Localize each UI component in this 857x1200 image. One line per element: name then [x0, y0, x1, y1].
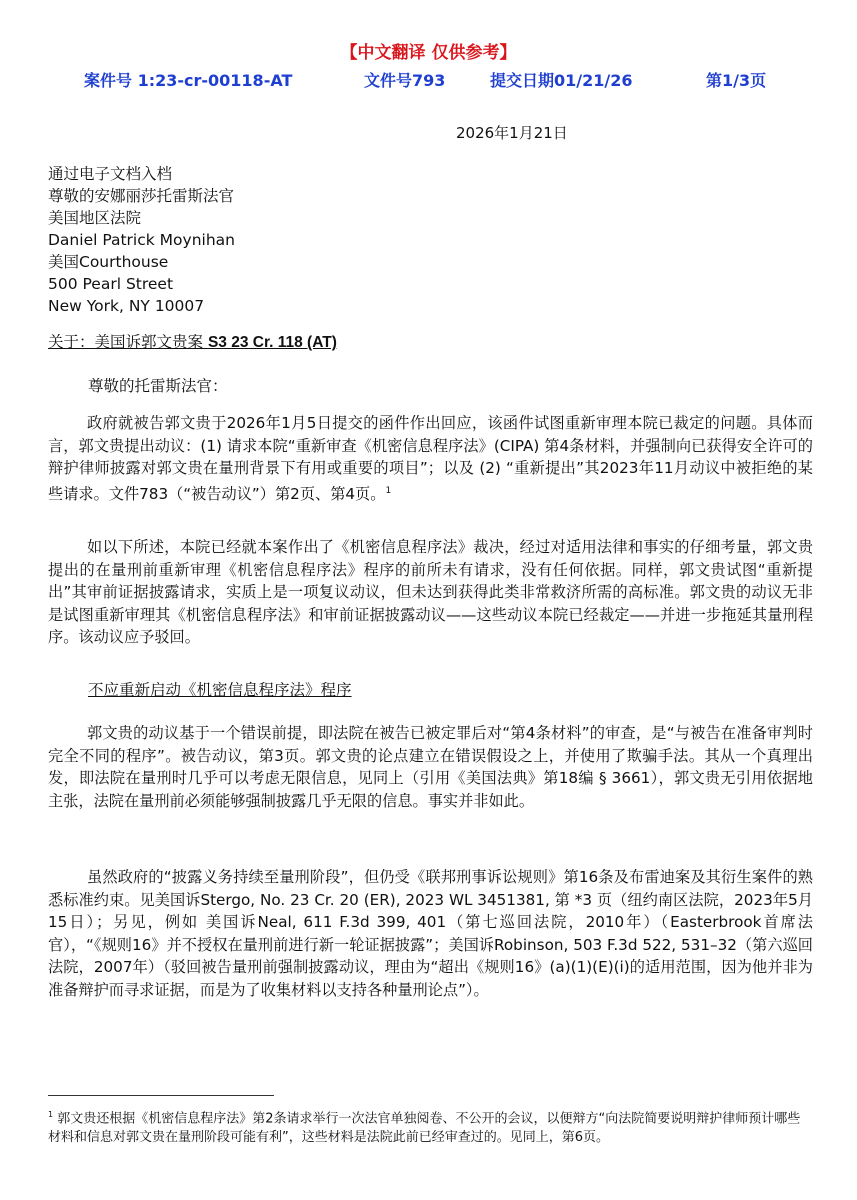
footnote-ref: 1 [385, 485, 392, 496]
salutation: 尊敬的托雷斯法官： [88, 377, 228, 395]
case-number: 案件号 1:23-cr-00118-AT [84, 71, 293, 90]
address-line: 500 Pearl Street [48, 275, 174, 293]
re-prefix: 关于：美国诉郭文贵案 [48, 333, 208, 351]
footnote [48, 1105, 808, 1147]
document-number: 文件号793 [364, 71, 446, 90]
address-line: Daniel Patrick Moynihan [48, 231, 235, 249]
paragraph-3: 郭文贵的动议基于一个错误前提，即法院在被告已被定罪后对“第4条材料”的审查，是“与被告在准备审判时完全不同的程序”。被告动议，第3页。郭文贵的论点建立在错误假设之上，并使用了欺骗手法。其从一个真理出发，即法院在量刑时几乎可以考虑无限信息，见同上（引用《美国法典》第18编 § 3661），郭文贵无引用依据地主张，法院在量刑前必须能够强制披露几乎无限的信息。事实并非如此。 [48, 724, 813, 810]
address-block [48, 163, 235, 317]
filed-date: 提交日期01/21/26 [490, 71, 633, 90]
address-line: 尊敬的安娜丽莎托雷斯法官 [48, 187, 235, 205]
re-line [48, 330, 337, 352]
paragraph-2: 如以下所述，本院已经就本案作出了《机密信息程序法》裁决，经过对适用法律和事实的仔细考量，郭文贵提出的在量刑前重新审理《机密信息程序法》程序的前所未有请求，没有任何依据。同样，郭文贵试图“重新提出”其审前证据披露请求，实质上是一项复议动议，但未达到获得此类非常救济所需的高标准。郭文贵的动议无非是试图重新审理其《机密信息程序法》和审前证据披露动议——这些动议本院已经裁定——并进一步拖延其量刑程序。该动议应予驳回。 [48, 538, 813, 647]
letter-date: 2026年1月21日 [456, 124, 568, 142]
paragraph-1-text: 政府就被告郭文贵于2026年1月5日提交的函件作出回应，该函件试图重新审理本院已裁定的问题。具体而言，郭文贵提出动议：(1) 请求本院“重新审查《机密信息程序法》(CIPA) 第4条材料，并强制向已获得安全许可的辩护律师披露对郭文贵在量刑背景下有用或重要的项目”；以及 (2) “重新提出”其2023年11月动议中被拒绝的某些请求。文件783（“被告动议”）第2页、第4页。 [48, 414, 813, 503]
footnote-marker: 1 [48, 1110, 54, 1119]
paragraph-4: 虽然政府的“披露义务持续至量刑阶段”，但仍受《联邦刑事诉讼规则》第16条及布雷迪案及其衍生案件的熟悉标准约束。见美国诉Stergo, No. 23 Cr. 20 (ER), 2023 WL 3451381, 第 *3 页（纽约南区法院，2023年5月15日）；另见，例如 美国诉Neal, 611 F.3d 399, 401（第七巡回法院，2010年）（Easterbrook首席法官），“《规则16》并不授权在量刑前进行新一轮证据披露”；美国诉Robinson, 503 F.3d 522, 531–32（第六巡回法院，2007年）（驳回被告量刑前强制披露动议，理由为“超出《规则16》(a)(1)(E)(i)的适用范围，因为他并非为准备辩护而寻求证据，而是为了收集材料以支持各种量刑论点”）。 [48, 868, 813, 999]
paragraph-1 [48, 412, 813, 505]
footnote-divider [48, 1095, 274, 1096]
footnote-text: 郭文贵还根据《机密信息程序法》第2条请求举行一次法官单独阅卷、不公开的会议，以便辩方“向法院简要说明辩护律师预计哪些材料和信息对郭文贵在量刑阶段可能有利”，这些材料是法院此前已经审查过的。见同上，第6页。 [48, 1111, 801, 1146]
translation-notice: 【中文翻译 仅供参考】 [340, 43, 517, 63]
section-heading: 不应重新启动《机密信息程序法》程序 [88, 681, 352, 699]
address-line: 美国地区法院 [48, 209, 142, 227]
address-line: 美国Courthouse [48, 253, 169, 271]
address-line: 通过电子文档入档 [48, 165, 173, 183]
page-number: 第1/3页 [706, 71, 767, 90]
address-line: New York, NY 10007 [48, 297, 205, 315]
re-case: S3 23 Cr. 118 (AT) [207, 334, 337, 351]
